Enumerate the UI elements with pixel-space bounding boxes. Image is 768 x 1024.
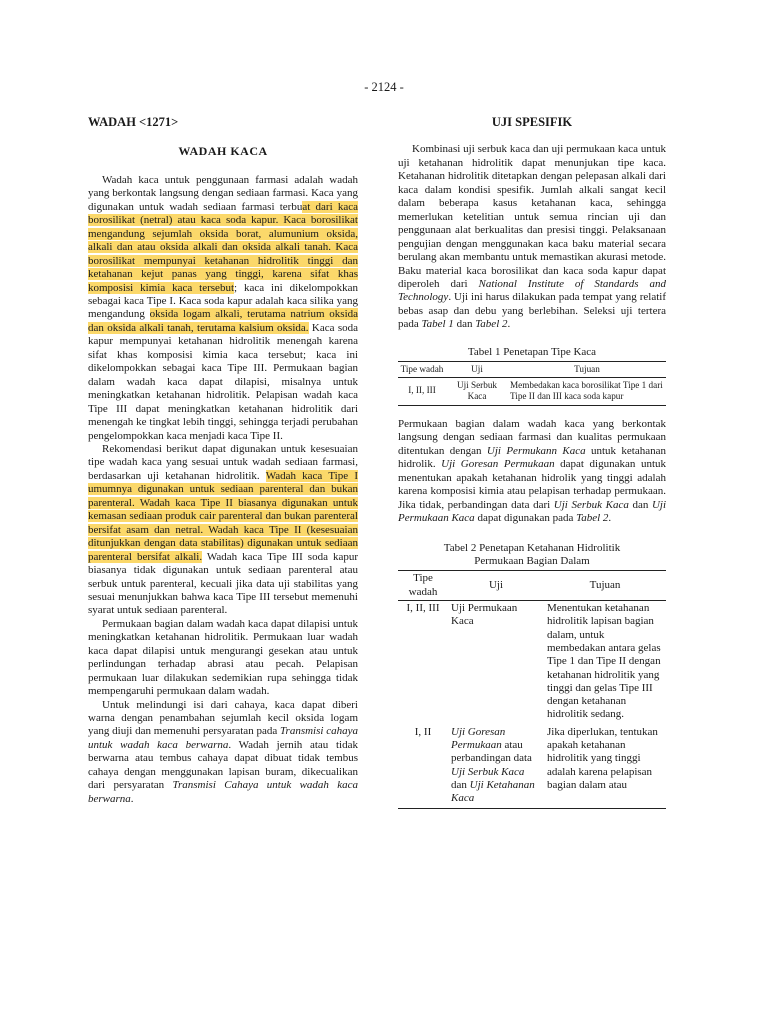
chapter-title: WADAH <1271> [88,115,179,129]
text-segment: Wadah kaca untuk penggunaan farmasi adalah wadah yang berkontak langsung dengan sediaan farmasi. Kaca yang digunakan untuk wadah sediaan farmasi terbu [88,173,358,213]
text-segment: . Wadah jernih atau tidak berwarna atau tembus cahaya dapat dibuat tidak tembus cahaya dengan menggunakan lapisan buram, dikecualikan dari persyaratan [88,738,358,792]
left-column [88,116,358,806]
table-header-row [398,571,666,601]
text-segment: Permukaan bagian dalam wadah kaca yang berkontak langsung dengan sediaan farmasi dan kualitas permukaan ditentukan dengan [398,417,666,457]
section-title: WADAH KACA [178,144,268,159]
text-segment: dan [453,318,476,331]
header-tujuan: Tujuan [544,571,666,601]
cell-tipe: I, II, III [408,385,436,396]
italic-text: Transmisi cahaya untuk wadah kaca berwarna [88,725,358,751]
paragraph-recommendations [88,443,358,618]
paragraph-coating: Permukaan bagian dalam wadah kaca dapat dilapisi untuk meningkatkan ketahanan hidrolitik. Permukaan luar wadah kaca dapat dilapisi untuk mengurangi gesekan atau untuk perlindungan terhadap abrasi atau pecah. Pelapisan permukaan luar dilakukan sedemikian rupa sehingga tidak mempengaruhi permukaan dalam wadah. [88,617,358,698]
text-segment: dan [451,778,470,791]
italic-text: Uji Ketahanan Kaca [451,778,535,805]
right-column [398,116,666,809]
text-segment: Untuk melindungi isi dari cahaya, kaca dapat diberi warna dengan penambahan sejumlah kecil oksida logam yang diuji dan memenuhi persyaratan pada [88,698,358,738]
paragraph-glass-types [88,174,358,443]
page-number: - 2124 - [364,80,404,94]
italic-text: Uji Serbuk Kaca [553,498,629,511]
highlighted-text: oksida logam alkali, terutama natrium oksida dan oksida alkali tanah, terutama kalsium oksida. [88,308,359,334]
cell-tujuan: Membedakan kaca borosilikat Tipe 1 dari Tipe II dan III kaca soda kapur [510,379,663,401]
text-segment: ; kaca ini dikelompokkan sebagai kaca Tipe I. Kaca soda kapur adalah kaca silika yang mengandung [88,281,358,321]
cell-uji: Uji Serbuk Kaca [456,379,498,401]
text-segment: . Uji ini harus dilakukan pada tempat yang relatif bebas asap dan debu yang berlebihan. Seleksi uji tertera pada [398,291,666,331]
cell-tujuan: Menentukan ketahanan hidrolitik lapisan bagian dalam, untuk membedakan antara gelas Tipe 1 dan Tipe II dengan ketahanan hidrolitik yang tinggi dan gelas Tipe III dengan ketahanan hidrolitik sedang. [547,602,661,721]
italic-text: Uji Permukaan Kaca [398,498,667,524]
text-segment: Wadah kaca Tipe III soda kapur biasanya tidak digunakan untuk sediaan parenteral atau serbuk untuk parenteral, kecuali jika data uji stabilitas yang sesuai menunjukkan bahwa kaca Tipe III tersebut memenuhi syarat untuk sediaan parenteral. [88,550,358,617]
text-segment: dan [628,498,652,511]
text-segment: Kaca soda kapur mempunyai ketahanan hidrolitik menengah karena sifat khas komposisi kimia kaca tersebut; kaca ini dikelompokkan sebagai kaca Tipe III. Permukaan bagian dalam wadah kaca dapat dilapisi, misalnya untuk meningkatkan ketahanan hidrolitik. Pelapisan wadah kaca Tipe III dapat meningkatkan ketahanan hidrolitik dari menengah ke tingkat lebih tinggi, sehingga terjadi perubahan pengelompokkan kaca menjadi kaca Tipe II. [88,321,358,442]
italic-text: Uji Goresan Permukaan [451,725,506,751]
text-segment: Rekomendasi berikut dapat digunakan untuk kesesuaian tipe wadah kaca yang sesuai untuk wadah sediaan farmasi, berdasarkan uji ketahanan hidrolitik. [88,442,358,482]
header-tipe-wadah: Tipe wadah [398,571,448,601]
cell-uji [448,725,544,809]
table-2 [398,570,666,809]
header-tujuan: Tujuan [508,361,666,377]
text-segment: untuk ketahanan hidrolik. [398,444,666,471]
text-segment: dapat digunakan untuk menentukan apakah ketahanan hidrolik yang tinggi adalah karena komposisi kimia atau pelapisan terhadap permukaan. Jika tidak, perbandingan data dari [398,458,667,511]
cell-tipe: I, II [414,725,432,738]
section-title-uji-spesifik: UJI SPESIFIK [491,115,573,129]
text-segment: . [507,318,511,331]
paragraph-surface-test [398,418,666,526]
table2-caption-line1: Tabel 2 Penetapan Ketahanan Hidrolitik [443,542,621,555]
italic-text: Uji Serbuk Kaca [451,765,525,778]
italic-text: National Institute of Standards and Technology [398,277,666,304]
header-uji: Uji [448,571,544,601]
table2-caption [398,542,666,568]
table2-caption-line2: Permukaan Bagian Dalam [474,555,590,568]
text-segment: . [608,511,612,524]
table-header-row [398,361,666,377]
table-1 [398,361,666,406]
italic-text: Uji Goresan Permukaan [441,458,555,471]
table-row [398,725,666,809]
text-segment: atau perbandingan data [451,738,532,765]
table1-caption: Tabel 1 Penetapan Tipe Kaca [467,345,597,358]
highlighted-text: Wadah kaca Tipe I umumnya digunakan untuk sediaan parenteral dan bukan parenteral. Wadah kaca Tipe II biasanya digunakan untuk kemasan sediaan produk cair parenteral dan bukan parenteral bersifat asam dan netral. Wadah kaca Tipe II (kesesuaian ditunjukkan dengan data stabilitas) digunakan untuk sediaan parenteral bersifat alkali. [88,469,358,563]
paragraph-specific-tests [398,143,666,331]
cell-tujuan: Jika diperlukan, tentukan apakah ketahanan hidrolitik yang tinggi adalah karena pelapisan bagian dalam atau [547,725,658,791]
text-segment: . [130,792,134,805]
text-segment: dapat digunakan pada [474,511,577,524]
italic-text: Transmisi Cahaya untuk wadah kaca berwarna [88,779,359,805]
italic-text: Tabel 1 [421,318,454,331]
italic-text: Tabel 2 [475,318,508,331]
italic-text: Uji Permukann Kaca [486,444,586,457]
highlighted-text: at dari kaca borosilikat (netral) atau kaca soda kapur. Kaca borosilikat mengandung sejumlah oksida borat, alumunium oksida, alkali dan atau oksida alkali dan oksida alkali tanah. Kaca borosilikat mempunyai ketahanan hidrolitik tinggi dan ketahanan kejut panas yang tinggi, karena sifat khas komposisi kimia kaca tersebut [88,200,359,294]
table-row [398,601,666,725]
cell-uji: Uji Permukaan Kaca [451,602,518,628]
cell-tipe: I, II, III [406,602,440,615]
table-row [398,377,666,405]
text-segment: Kombinasi uji serbuk kaca dan uji permukaan kaca untuk uji ketahanan hidrolitik dapat menunjukan tipe kaca. Ketahanan hidrolitik ditetapkan dengan pelepasan alkali dari kaca dalam kondisi spesifik. Jumlah alkali sangat kecil dalam beberapa kasus ketahanan kaca, sehingga memerlukan ketelitian untuk semua rincian uji dan penggunaan alat berkualitas dan presisi tinggi. Pelaksanaan pengujian dengan menggunakan kaca baku material secara berulang akan membantu untuk memastikan akurasi metode. Baku material kaca borosilikat dan kaca soda kapur dapat diperoleh dari [398,143,666,290]
paragraph-light-protection [88,699,358,807]
header-uji: Uji [446,361,508,377]
header-tipe-wadah: Tipe wadah [398,361,446,377]
italic-text: Tabel 2 [576,511,609,524]
